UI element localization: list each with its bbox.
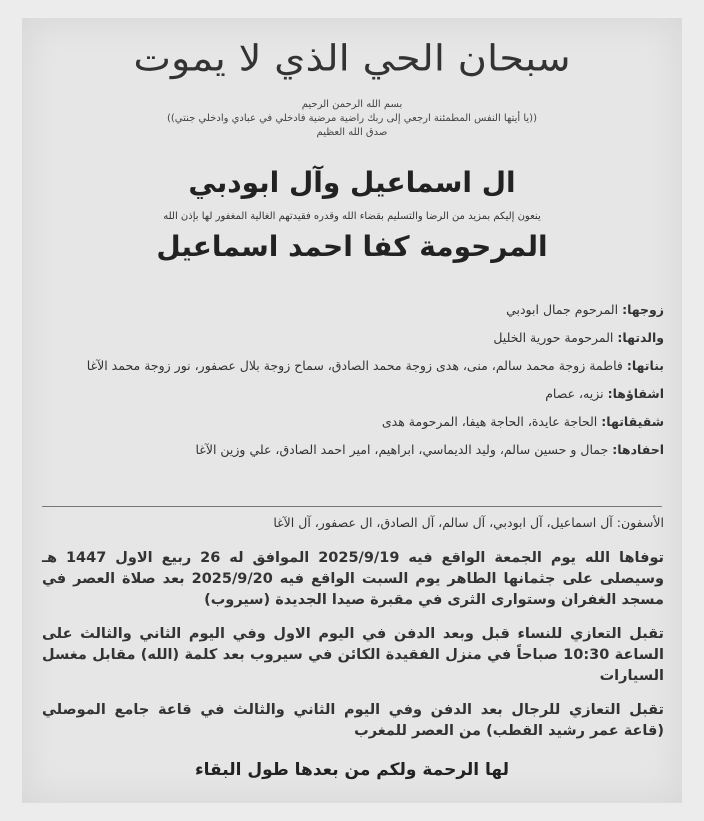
basmala: بسم الله الرحمن الرحيم bbox=[301, 99, 403, 110]
announcement-line: ينعون إليكم بمزيد من الرضا والتسليم بقضاء الله وقدره فقيدتهم الغالية المغفور لها بإذن الله bbox=[163, 211, 541, 222]
relation-daughters: بناتها: فاطمة زوجة محمد سالم، منى، هدى زوجة محمد الصادق، سماح زوجة بلال عصفور، نور زوجة محمد الآغا bbox=[86, 358, 664, 373]
mourners-line: الأسفون: آل اسماعيل، آل ابودبي، آل سالم، آل الصادق، ال عصفور، آل الآغا bbox=[273, 515, 664, 530]
obituary-notice bbox=[22, 18, 682, 803]
men-condolences-paragraph: تقبل التعازي للرجال بعد الدفن وفي اليوم الثاني والثالث في قاعة جامع الموصلي (قاعة عمر رشيد القطب) من العصر للمغرب bbox=[42, 702, 664, 739]
relations-list bbox=[64, 296, 664, 464]
deceased-name: المرحومة كفا احمد اسماعيل bbox=[156, 230, 548, 263]
calligraphy-heading: سبحان الحي الذي لا يموت bbox=[133, 38, 571, 80]
closing-line: لها الرحمة ولكم من بعدها طول البقاء bbox=[194, 760, 510, 780]
divider-line bbox=[42, 506, 662, 507]
relation-grandchildren: احفادها: جمال و حسين سالم، وليد الديماسي، ابراهيم، امير احمد الصادق، علي وزين الآغا bbox=[195, 442, 664, 457]
funeral-paragraph: توفاها الله يوم الجمعة الواقع فيه 2025/9/19 الموافق له 26 ربيع الاول 1447 هـ وسيصلى على جثمانها الطاهر يوم السبت الواقع فيه 2025/9/20 بعد صلاة العصر في مسجد الغفران وستوارى الثرى في مقبرة صيدا الجديدة (سيروب) bbox=[42, 550, 665, 608]
women-condolences-paragraph: تقبل التعازي للنساء قبل وبعد الدفن في اليوم الاول وفي اليوم الثاني والثالث على الساعة 10:30 صباحاً في منزل الفقيدة الكائن في سيروب بعد كلمة (الله) مقابل مغسل السيارات bbox=[42, 626, 664, 684]
sadaq-line: صدق الله العظيم bbox=[316, 127, 388, 138]
quran-verse: ((يا أيتها النفس المطمئنة ارجعي إلى ربك راضية مرضية فادخلي في عبادي وادخلي جنتي)) bbox=[167, 113, 537, 124]
relation-brothers: اشقاؤها: نزيه، عصام bbox=[545, 386, 664, 401]
funeral-details bbox=[42, 548, 664, 755]
relation-sisters: شقيقاتها: الحاجة عايدة، الحاجة هيفا، المرحومة هدى bbox=[381, 414, 664, 429]
relation-mother: والدتها: المرحومة حورية الخليل bbox=[493, 330, 664, 345]
family-name: ال اسماعيل وآل ابودبي bbox=[188, 166, 516, 199]
relation-husband: زوجها: المرحوم جمال ابودبي bbox=[506, 302, 664, 317]
basmala-block bbox=[22, 98, 682, 140]
